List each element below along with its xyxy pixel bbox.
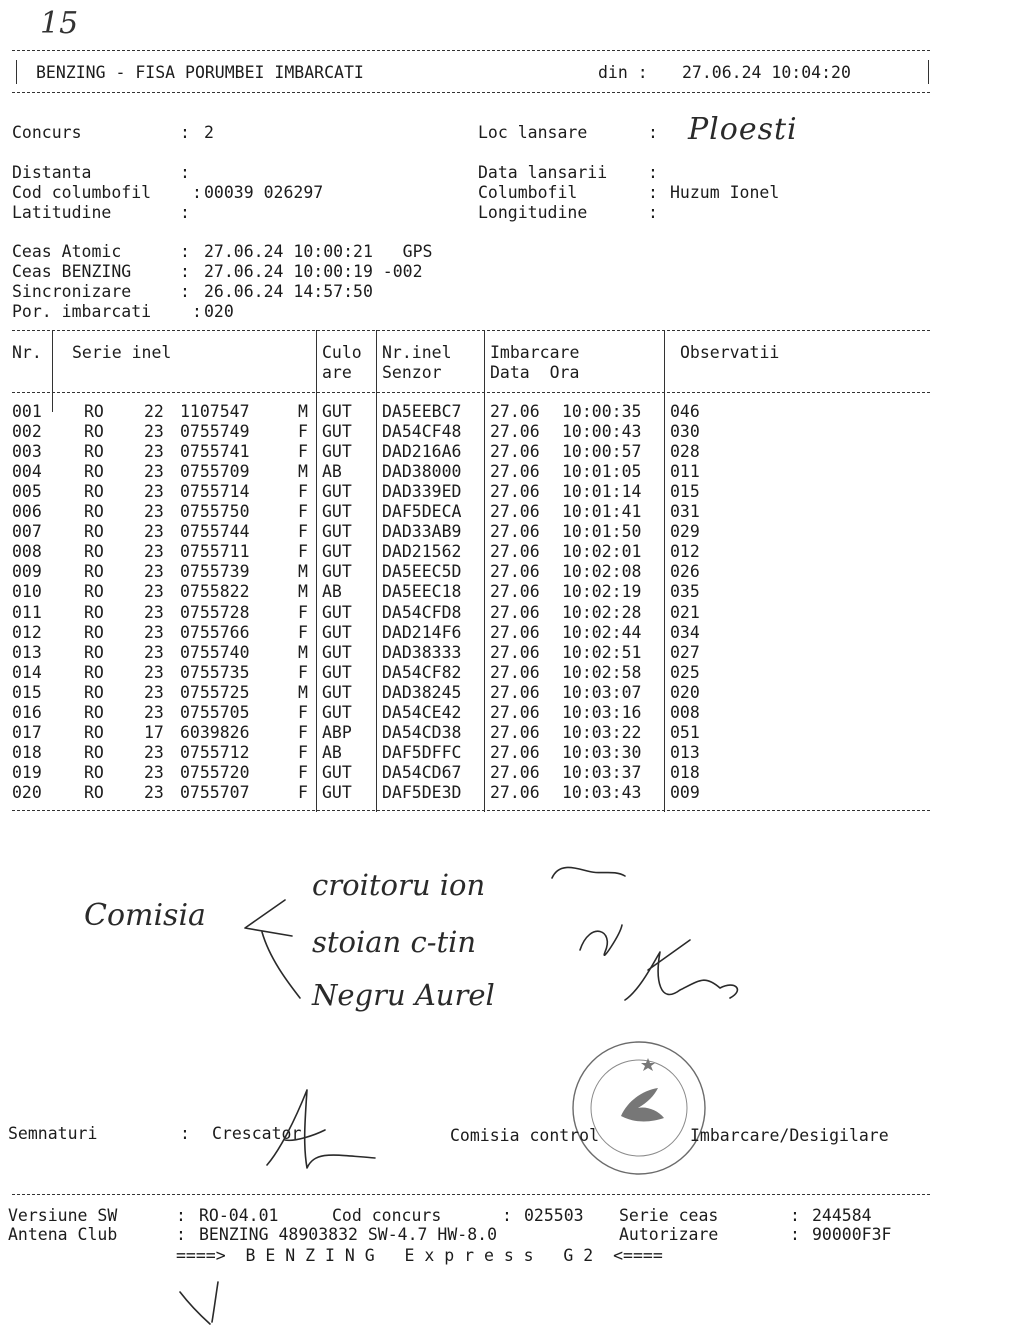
- colon: :: [648, 183, 658, 202]
- colon: :: [192, 183, 202, 202]
- row-color: GUT: [322, 422, 352, 442]
- colon: :: [180, 1124, 190, 1143]
- row-year: 23: [144, 522, 164, 542]
- autorizare-value: 90000F3F: [812, 1225, 892, 1244]
- row-year: 23: [144, 462, 164, 482]
- row-nr: 010: [12, 582, 42, 602]
- row-country: RO: [84, 702, 104, 722]
- row-country: RO: [84, 462, 104, 482]
- row-color: GUT: [322, 562, 352, 582]
- row-observation: 011: [670, 462, 700, 482]
- row-sensor: DA5EEC18: [382, 582, 462, 602]
- row-nr: 005: [12, 482, 42, 502]
- row-year: 23: [144, 502, 164, 522]
- colon: :: [180, 163, 190, 182]
- row-nr: 012: [12, 622, 42, 642]
- row-color: GUT: [322, 642, 352, 662]
- row-date: 27.06: [490, 722, 540, 742]
- page-number: 15: [40, 6, 79, 41]
- row-sex: F: [298, 422, 308, 442]
- report-date-value: 27.06.24 10:04:20: [682, 63, 851, 82]
- row-nr: 017: [12, 722, 42, 742]
- column-separator: [376, 330, 377, 812]
- row-ring-number: 0755741: [180, 442, 250, 462]
- row-nr: 008: [12, 542, 42, 562]
- row-observation: 046: [670, 402, 700, 421]
- signature-2: [580, 925, 622, 955]
- row-observation: 013: [670, 742, 700, 762]
- row-sex: F: [298, 702, 308, 722]
- row-ring-number: 0755749: [180, 422, 250, 442]
- row-time: 10:01:41: [562, 502, 642, 522]
- row-ring-number: 0755728: [180, 602, 250, 622]
- row-color: GUT: [322, 682, 352, 702]
- row-country: RO: [84, 762, 104, 782]
- row-sex: F: [298, 622, 308, 642]
- row-ring-number: 0755739: [180, 562, 250, 582]
- row-sex: M: [298, 462, 308, 482]
- row-observation: 051: [670, 722, 700, 742]
- versiune-sw-value: RO-04.01: [199, 1206, 279, 1225]
- row-date: 27.06: [490, 462, 540, 482]
- row-year: 23: [144, 582, 164, 602]
- row-country: RO: [84, 522, 104, 542]
- header-top-rule: [12, 50, 930, 51]
- row-sex: F: [298, 762, 308, 782]
- loc-lansare-label: Loc lansare: [478, 123, 588, 142]
- row-ring-number: 0755714: [180, 482, 250, 502]
- header-left-border: [16, 60, 17, 84]
- row-year: 23: [144, 742, 164, 762]
- row-time: 10:02:58: [562, 662, 642, 682]
- row-time: 10:02:01: [562, 542, 642, 562]
- row-observation: 008: [670, 702, 700, 722]
- handwritten-member-1: croitoru ion: [312, 868, 486, 902]
- cod-concurs-label: Cod concurs: [332, 1206, 442, 1225]
- por-imbarcati-value: 020: [204, 302, 234, 321]
- row-year: 23: [144, 622, 164, 642]
- row-observation: 018: [670, 762, 700, 782]
- row-color: AB: [322, 742, 342, 762]
- row-year: 23: [144, 782, 164, 802]
- autorizare-label: Autorizare: [619, 1225, 719, 1244]
- cod-columbofil-value: 00039 026297: [204, 183, 324, 202]
- signature-3: [625, 952, 737, 1000]
- row-observation: 026: [670, 562, 700, 582]
- row-sensor: DA5EEBC7: [382, 402, 462, 421]
- row-observation: 035: [670, 582, 700, 602]
- row-color: GUT: [322, 402, 352, 421]
- row-sex: F: [298, 662, 308, 682]
- row-sensor: DA54CF48: [382, 422, 462, 442]
- row-time: 10:02:08: [562, 562, 642, 582]
- latitudine-label: Latitudine: [12, 203, 112, 222]
- column-separator: [664, 330, 665, 812]
- row-observation: 025: [670, 662, 700, 682]
- row-sex: M: [298, 582, 308, 602]
- table-top-rule: [12, 330, 930, 331]
- row-time: 10:03:22: [562, 722, 642, 742]
- colon: :: [180, 282, 190, 301]
- row-sex: F: [298, 602, 308, 622]
- row-year: 23: [144, 562, 164, 582]
- row-nr: 019: [12, 762, 42, 782]
- row-year: 22: [144, 402, 164, 421]
- comisia-control-label: Comisia control: [450, 1126, 600, 1145]
- row-observation: 020: [670, 682, 700, 702]
- colon: :: [176, 1225, 186, 1244]
- row-ring-number: 0755725: [180, 682, 250, 702]
- row-color: GUT: [322, 482, 352, 502]
- row-date: 27.06: [490, 562, 540, 582]
- row-observation: 029: [670, 522, 700, 542]
- longitudine-label: Longitudine: [478, 203, 588, 222]
- col-header-serie: Serie inel: [72, 343, 172, 362]
- row-time: 10:03:43: [562, 782, 642, 802]
- row-color: GUT: [322, 702, 352, 722]
- row-sensor: DAF5DFFC: [382, 742, 462, 762]
- por-imbarcati-label: Por. imbarcati: [12, 302, 152, 321]
- signature-3-stroke: [648, 940, 690, 970]
- row-year: 23: [144, 422, 164, 442]
- row-time: 10:02:44: [562, 622, 642, 642]
- signature-1: [552, 867, 625, 878]
- row-sex: F: [298, 742, 308, 762]
- col-header-culoare-2: are: [322, 363, 352, 382]
- colon: :: [192, 302, 202, 321]
- row-time: 10:00:57: [562, 442, 642, 462]
- row-sensor: DA54CFD8: [382, 602, 462, 622]
- row-sensor: DAF5DECA: [382, 502, 462, 522]
- data-lansarii-label: Data lansarii: [478, 163, 608, 182]
- row-ring-number: 0755766: [180, 622, 250, 642]
- row-nr: 003: [12, 442, 42, 462]
- row-date: 27.06: [490, 782, 540, 802]
- row-date: 27.06: [490, 662, 540, 682]
- row-nr: 001: [12, 402, 42, 421]
- row-date: 27.06: [490, 502, 540, 522]
- handwritten-member-2: stoian c-tin: [312, 925, 477, 959]
- columbofil-label: Columbofil: [478, 183, 578, 202]
- row-sensor: DAD38245: [382, 682, 462, 702]
- row-ring-number: 0755822: [180, 582, 250, 602]
- row-country: RO: [84, 422, 104, 442]
- colon: :: [648, 203, 658, 222]
- row-time: 10:02:51: [562, 642, 642, 662]
- row-color: GUT: [322, 782, 352, 802]
- row-date: 27.06: [490, 642, 540, 662]
- row-nr: 011: [12, 602, 42, 622]
- column-separator: [316, 330, 317, 812]
- row-country: RO: [84, 742, 104, 762]
- row-sex: M: [298, 562, 308, 582]
- row-sex: M: [298, 402, 308, 421]
- row-country: RO: [84, 502, 104, 522]
- row-year: 17: [144, 722, 164, 742]
- row-sex: F: [298, 722, 308, 742]
- row-date: 27.06: [490, 402, 540, 421]
- row-date: 27.06: [490, 702, 540, 722]
- row-sensor: DA54CE42: [382, 702, 462, 722]
- row-color: GUT: [322, 442, 352, 462]
- row-color: GUT: [322, 622, 352, 642]
- row-sex: F: [298, 502, 308, 522]
- row-date: 27.06: [490, 602, 540, 622]
- sincronizare-label: Sincronizare: [12, 282, 132, 301]
- row-observation: 021: [670, 602, 700, 622]
- report-title: BENZING - FISA PORUMBEI IMBARCATI: [36, 63, 364, 82]
- row-nr: 020: [12, 782, 42, 802]
- row-nr: 018: [12, 742, 42, 762]
- row-color: GUT: [322, 602, 352, 622]
- row-sex: F: [298, 522, 308, 542]
- row-time: 10:03:30: [562, 742, 642, 762]
- row-country: RO: [84, 682, 104, 702]
- row-nr: 014: [12, 662, 42, 682]
- row-date: 27.06: [490, 482, 540, 502]
- col-header-data-ora: Data Ora: [490, 363, 580, 382]
- row-sex: F: [298, 482, 308, 502]
- row-date: 27.06: [490, 422, 540, 442]
- concurs-label: Concurs: [12, 123, 82, 142]
- row-time: 10:01:50: [562, 522, 642, 542]
- row-year: 23: [144, 762, 164, 782]
- row-country: RO: [84, 722, 104, 742]
- cod-columbofil-label: Cod columbofil: [12, 183, 152, 202]
- handwritten-member-3: Negru Aurel: [312, 978, 495, 1012]
- colon: :: [648, 123, 658, 142]
- row-time: 10:02:28: [562, 602, 642, 622]
- footer-rule: [12, 1194, 930, 1195]
- row-country: RO: [84, 542, 104, 562]
- row-ring-number: 6039826: [180, 722, 250, 742]
- row-date: 27.06: [490, 582, 540, 602]
- row-country: RO: [84, 602, 104, 622]
- row-year: 23: [144, 662, 164, 682]
- column-separator: [52, 330, 53, 412]
- cod-concurs-value: 025503: [524, 1206, 584, 1225]
- row-ring-number: 0755720: [180, 762, 250, 782]
- row-ring-number: 0755735: [180, 662, 250, 682]
- bracket-curve: [262, 932, 300, 998]
- handwriting-commission: [0, 840, 1024, 1040]
- row-year: 23: [144, 682, 164, 702]
- row-observation: 031: [670, 502, 700, 522]
- row-observation: 028: [670, 442, 700, 462]
- report-date-label: din :: [598, 63, 648, 82]
- colon: :: [502, 1206, 512, 1225]
- row-observation: 027: [670, 642, 700, 662]
- row-ring-number: 0755705: [180, 702, 250, 722]
- row-nr: 007: [12, 522, 42, 542]
- serie-ceas-value: 244584: [812, 1206, 872, 1225]
- colon: :: [180, 262, 190, 281]
- row-color: ABP: [322, 722, 352, 742]
- sincronizare-value: 26.06.24 14:57:50: [204, 282, 373, 301]
- row-country: RO: [84, 562, 104, 582]
- row-nr: 004: [12, 462, 42, 482]
- ceas-atomic-label: Ceas Atomic: [12, 242, 122, 261]
- row-color: AB: [322, 462, 342, 482]
- row-sensor: DAD38333: [382, 642, 462, 662]
- row-sex: M: [298, 642, 308, 662]
- row-country: RO: [84, 642, 104, 662]
- row-sensor: DA5EEC5D: [382, 562, 462, 582]
- columbofil-value: Huzum Ionel: [670, 183, 780, 202]
- row-year: 23: [144, 602, 164, 622]
- row-country: RO: [84, 482, 104, 502]
- benzing-banner: ====> B E N Z I N G E x p r e s s G 2 <====: [176, 1246, 663, 1265]
- col-header-observatii: Observatii: [680, 343, 780, 362]
- row-ring-number: 0755740: [180, 642, 250, 662]
- row-country: RO: [84, 442, 104, 462]
- row-ring-number: 0755707: [180, 782, 250, 802]
- bottom-handwriting-mark: [170, 1280, 250, 1325]
- row-observation: 009: [670, 782, 700, 802]
- col-header-imbarcare: Imbarcare: [490, 343, 580, 362]
- row-date: 27.06: [490, 762, 540, 782]
- row-time: 10:03:37: [562, 762, 642, 782]
- row-country: RO: [84, 582, 104, 602]
- row-year: 23: [144, 642, 164, 662]
- row-nr: 002: [12, 422, 42, 442]
- row-date: 27.06: [490, 742, 540, 762]
- loc-lansare-handwritten: Ploesti: [688, 112, 798, 147]
- serie-ceas-label: Serie ceas: [619, 1206, 719, 1225]
- colon: :: [180, 242, 190, 261]
- row-color: GUT: [322, 762, 352, 782]
- row-color: GUT: [322, 522, 352, 542]
- row-sensor: DAD214F6: [382, 622, 462, 642]
- row-nr: 009: [12, 562, 42, 582]
- ceas-benzing-label: Ceas BENZING: [12, 262, 132, 281]
- concurs-value: 2: [204, 123, 214, 142]
- antena-club-label: Antena Club: [8, 1225, 118, 1244]
- row-date: 27.06: [490, 542, 540, 562]
- row-country: RO: [84, 622, 104, 642]
- row-observation: 030: [670, 422, 700, 442]
- col-header-nr: Nr.: [12, 343, 42, 362]
- handwritten-comisia: Comisia: [84, 898, 206, 933]
- versiune-sw-label: Versiune SW: [8, 1206, 118, 1225]
- row-time: 10:00:35: [562, 402, 642, 421]
- column-separator: [484, 330, 485, 812]
- header-bottom-rule: [12, 92, 930, 93]
- row-ring-number: 0755712: [180, 742, 250, 762]
- table-bottom-rule: [12, 810, 930, 811]
- row-time: 10:02:19: [562, 582, 642, 602]
- row-sex: F: [298, 542, 308, 562]
- row-time: 10:03:07: [562, 682, 642, 702]
- row-year: 23: [144, 542, 164, 562]
- row-sex: M: [298, 682, 308, 702]
- row-observation: 015: [670, 482, 700, 502]
- row-country: RO: [84, 662, 104, 682]
- row-nr: 013: [12, 642, 42, 662]
- row-date: 27.06: [490, 442, 540, 462]
- row-sensor: DA54CF82: [382, 662, 462, 682]
- club-stamp: [566, 1038, 716, 1178]
- colon: :: [648, 163, 658, 182]
- row-color: GUT: [322, 542, 352, 562]
- row-nr: 006: [12, 502, 42, 522]
- row-sensor: DAD38000: [382, 462, 462, 482]
- row-time: 10:01:14: [562, 482, 642, 502]
- row-sensor: DAD339ED: [382, 482, 462, 502]
- row-time: 10:00:43: [562, 422, 642, 442]
- row-ring-number: 0755744: [180, 522, 250, 542]
- col-header-senzor-2: Senzor: [382, 363, 442, 382]
- colon: :: [180, 123, 190, 142]
- row-date: 27.06: [490, 522, 540, 542]
- row-observation: 034: [670, 622, 700, 642]
- colon: :: [790, 1225, 800, 1244]
- row-sex: F: [298, 442, 308, 462]
- row-time: 10:01:05: [562, 462, 642, 482]
- colon: :: [180, 203, 190, 222]
- antena-club-value: BENZING 48903832 SW-4.7 HW-8.0: [199, 1225, 498, 1244]
- row-sensor: DAD21562: [382, 542, 462, 562]
- row-sensor: DA54CD38: [382, 722, 462, 742]
- table-header-rule: [12, 392, 930, 393]
- crescator-label: Crescator: [212, 1124, 302, 1143]
- row-country: RO: [84, 782, 104, 802]
- row-date: 27.06: [490, 682, 540, 702]
- col-header-culoare: Culo: [322, 343, 362, 362]
- imbarcare-desigilare-label: Imbarcare/Desigilare: [690, 1126, 889, 1145]
- col-header-senzor: Nr.inel: [382, 343, 452, 362]
- header-right-border: [928, 60, 929, 84]
- row-sensor: DAD216A6: [382, 442, 462, 462]
- row-year: 23: [144, 482, 164, 502]
- row-date: 27.06: [490, 622, 540, 642]
- row-ring-number: 1107547: [180, 402, 250, 421]
- ceas-atomic-value: 27.06.24 10:00:21 GPS: [204, 242, 433, 261]
- row-year: 23: [144, 442, 164, 462]
- row-sensor: DA54CD67: [382, 762, 462, 782]
- row-year: 23: [144, 702, 164, 722]
- distanta-label: Distanta: [12, 163, 92, 182]
- row-nr: 016: [12, 702, 42, 722]
- row-sex: F: [298, 782, 308, 802]
- row-country: RO: [84, 402, 104, 421]
- row-nr: 015: [12, 682, 42, 702]
- row-color: GUT: [322, 662, 352, 682]
- row-sensor: DAD33AB9: [382, 522, 462, 542]
- row-observation: 012: [670, 542, 700, 562]
- row-color: AB: [322, 582, 342, 602]
- row-sensor: DAF5DE3D: [382, 782, 462, 802]
- row-ring-number: 0755709: [180, 462, 250, 482]
- colon: :: [790, 1206, 800, 1225]
- colon: :: [176, 1206, 186, 1225]
- semnaturi-label: Semnaturi: [8, 1124, 98, 1143]
- brace-mark: [245, 900, 292, 936]
- row-time: 10:03:16: [562, 702, 642, 722]
- ceas-benzing-value: 27.06.24 10:00:19 -002: [204, 262, 423, 281]
- crescator-signature: [255, 1080, 385, 1180]
- row-ring-number: 0755711: [180, 542, 250, 562]
- row-color: GUT: [322, 502, 352, 522]
- row-ring-number: 0755750: [180, 502, 250, 522]
- pigeon-icon: [621, 1088, 664, 1122]
